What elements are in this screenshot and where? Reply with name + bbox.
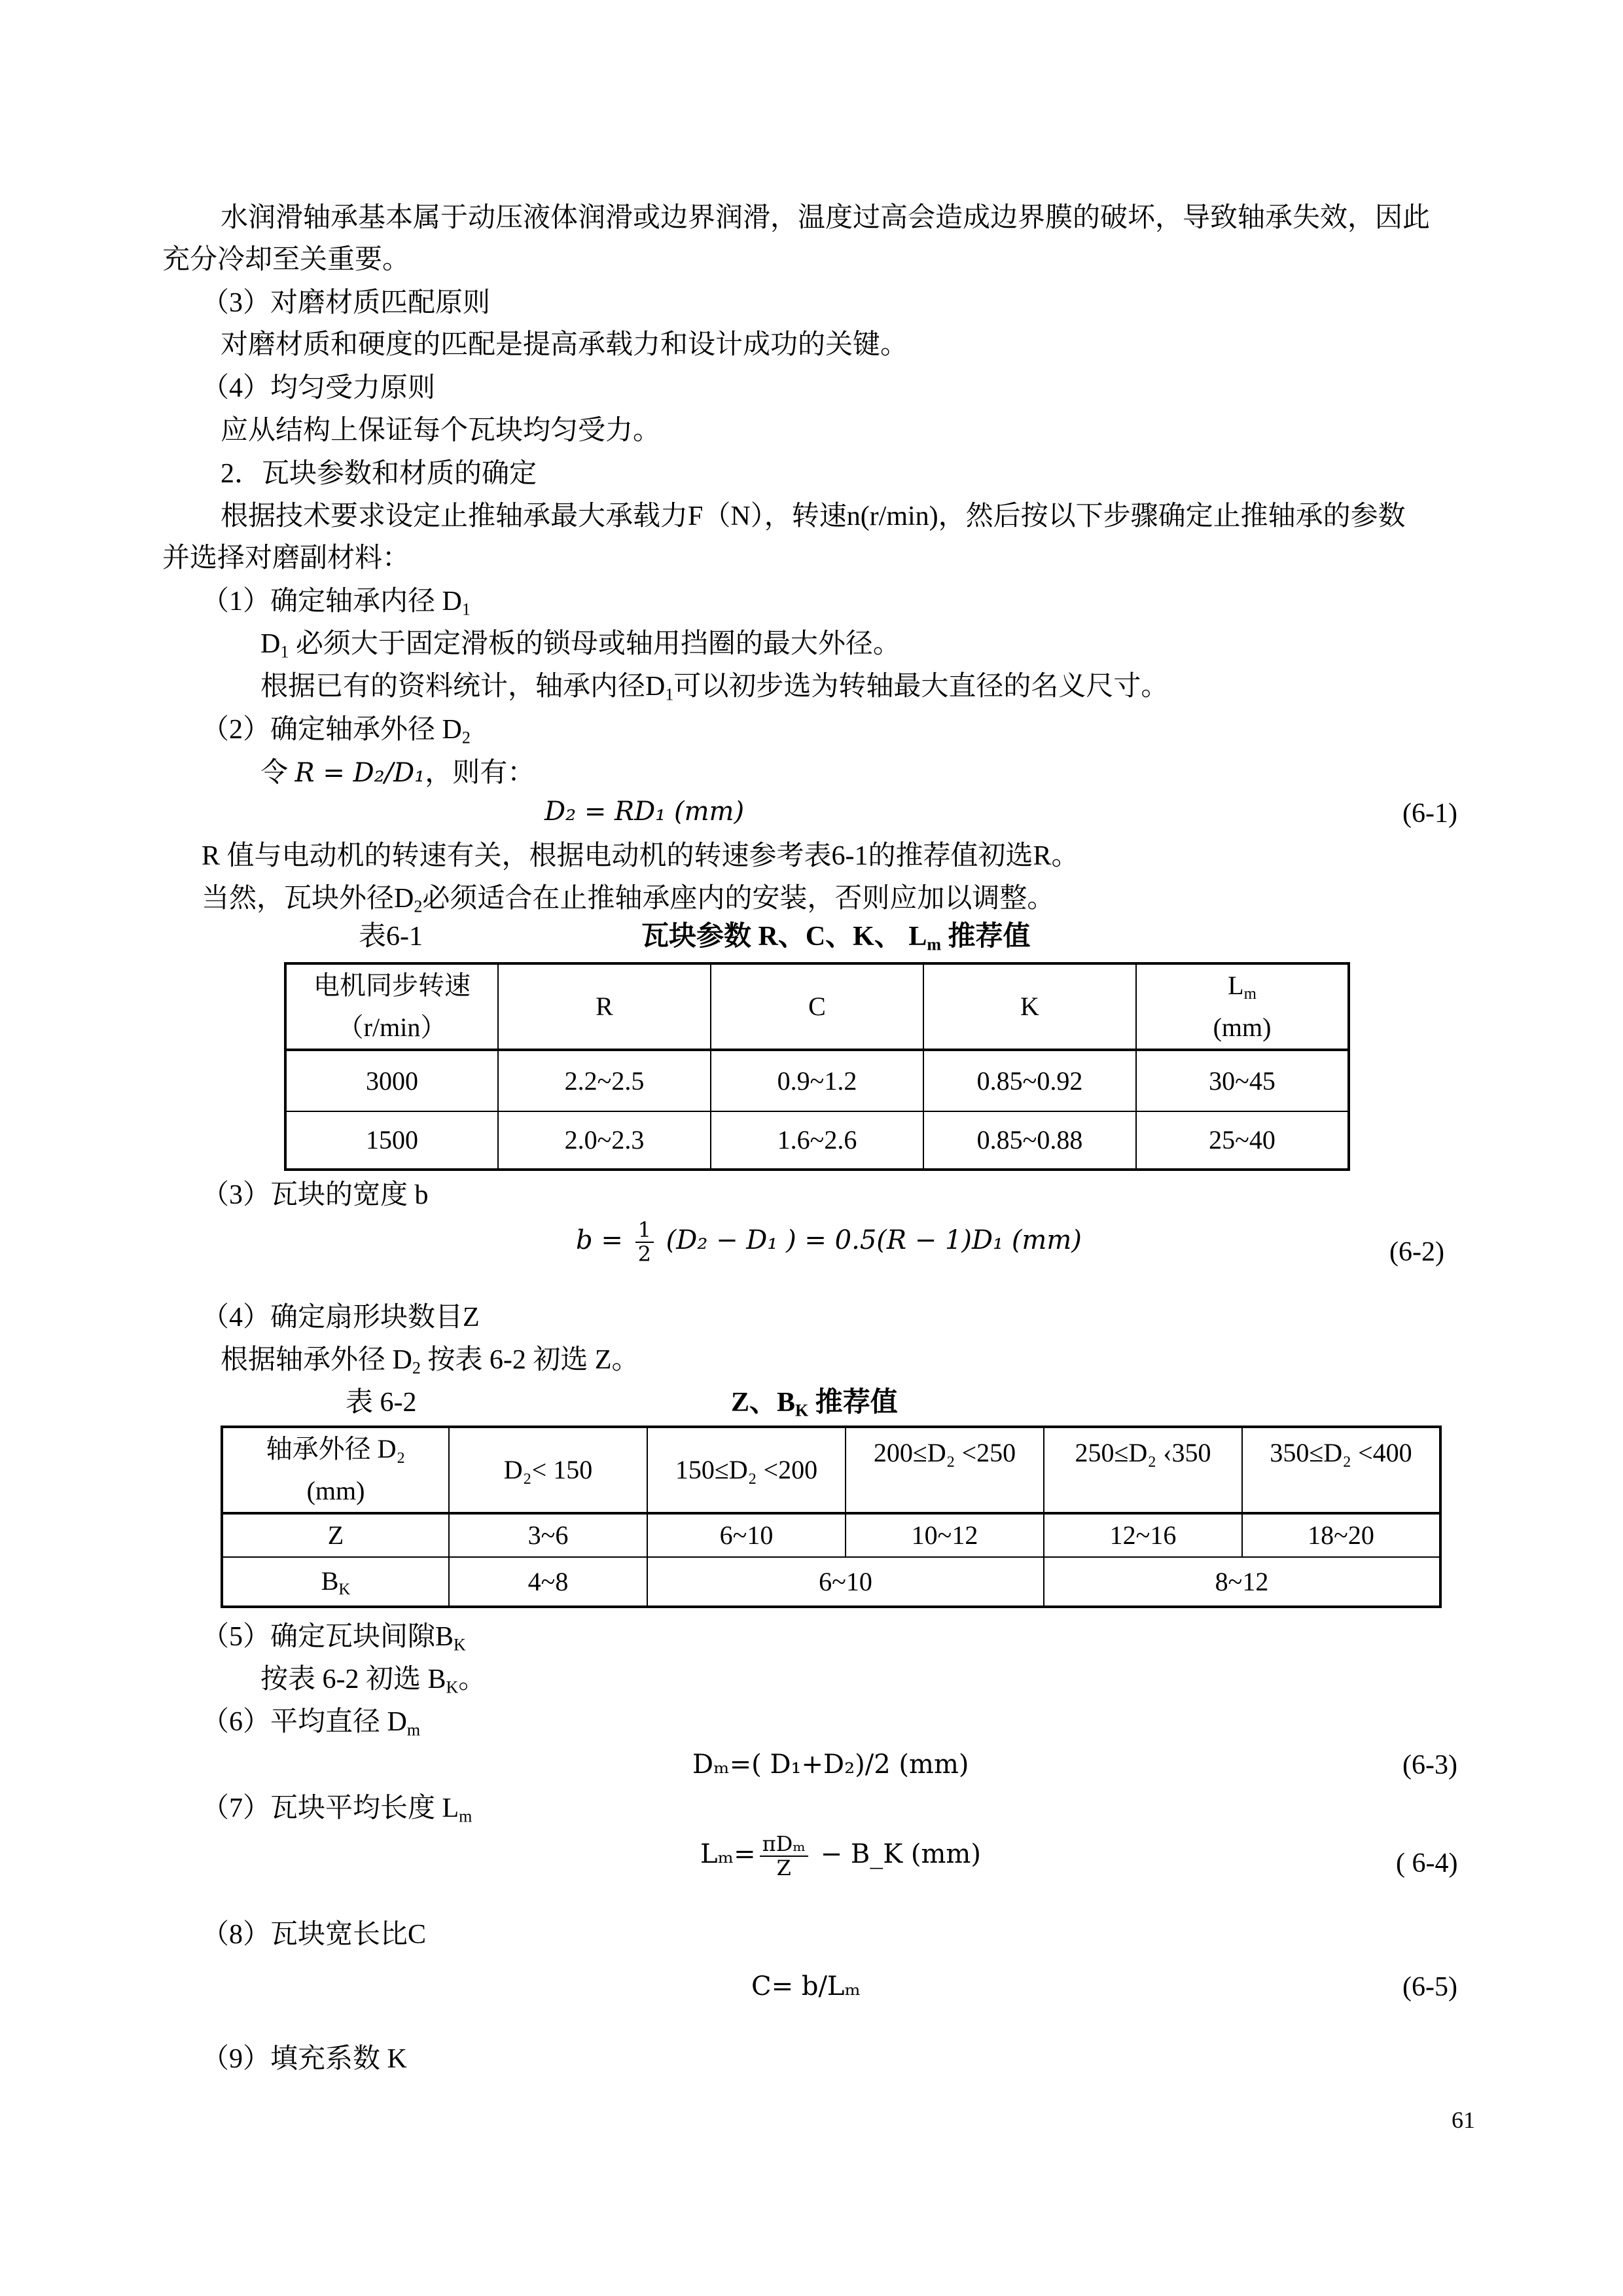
table2-label: 表 6-2 [346, 1388, 417, 1418]
section2-heading: 2．瓦块参数和材质的确定 [221, 459, 537, 489]
step6-heading-sub: m [406, 1720, 421, 1740]
step2-note2-pre: 当然，瓦块外径D [202, 884, 414, 914]
step1-line2 [260, 672, 1169, 704]
step4-body-pre: 根据轴承外径 D [221, 1345, 412, 1375]
step2-let-pre: 令 [260, 758, 289, 788]
table1-title [641, 923, 1031, 953]
table1-title-post: 推荐值 [941, 922, 1031, 952]
step1-heading-text: （1）确定轴承内径 [202, 586, 436, 617]
table2-header-label-line2: (mm) [306, 1476, 365, 1505]
step1-line2-post: 可以初步选为转轴最大直径的名义尺寸。 [673, 672, 1169, 702]
table-cell: 1.6~2.6 [711, 1111, 923, 1170]
equation-6-2-lhs: b = [576, 1225, 632, 1256]
table-cell: 1500 [285, 1111, 498, 1170]
equation-6-4 [700, 1833, 981, 1880]
equation-6-2 [576, 1219, 1082, 1266]
step1-line2-sub: 1 [665, 685, 674, 704]
equation-6-5-number: (6-5) [1402, 1972, 1457, 2002]
table1-header-speed-line1: 电机同步转速 [313, 971, 471, 1000]
equation-6-1-number: (6-1) [1402, 798, 1457, 829]
table1-header-k [923, 963, 1136, 1050]
step1-symbol-sub: 1 [461, 600, 471, 619]
table1-header-k-text: K [1020, 992, 1039, 1021]
page-number: 61 [1452, 2107, 1475, 2133]
step2-note2 [202, 884, 1055, 916]
table1-label: 表6-1 [359, 922, 423, 952]
equation-6-2-number: (6-2) [1389, 1237, 1444, 1267]
table1-header-lm-line2: (mm) [1213, 1013, 1272, 1042]
step2-let-expr: R = D₂/D₁ [294, 758, 425, 788]
step7-heading-text: （7）瓦块平均长度 L [202, 1793, 459, 1823]
paragraph-cooling-line1: 水润滑轴承基本属于动压液体润滑或边界润滑，温度过高会造成边界膜的破坏，导致轴承失效，因此 [221, 203, 1431, 233]
table2-title [731, 1389, 898, 1419]
step2-note2-post: 必须适合在止推轴承座内的安装，否则应加以调整。 [422, 884, 1055, 914]
step7-heading [202, 1793, 473, 1826]
step1-line1-sub: 1 [280, 642, 289, 662]
table-cell: 3000 [285, 1050, 498, 1111]
step5-heading-text: （5）确定瓦块间隙B [202, 1622, 454, 1652]
table-cell: 2.2~2.5 [498, 1050, 711, 1111]
equation-6-4-fraction [760, 1833, 808, 1880]
table1-header-lm-sub: m [1243, 984, 1257, 1003]
table-cell: 25~40 [1136, 1111, 1349, 1170]
step2-heading [202, 715, 471, 747]
principle4-body: 应从结构上保证每个瓦块均匀受力。 [221, 416, 661, 446]
step7-heading-sub: m [459, 1806, 473, 1826]
table-cell: 30~45 [1136, 1050, 1349, 1111]
table2-z-row [222, 1513, 1440, 1557]
table-cell: 0.85~0.92 [923, 1050, 1136, 1111]
equation-6-2-denominator: 2 [637, 1242, 651, 1267]
table2-range-cell: 150≤D₂ <200 [647, 1427, 846, 1513]
table1-header-r [498, 963, 711, 1050]
principle3-body: 对磨材质和硬度的匹配是提高承载力和设计成功的关键。 [221, 330, 908, 360]
table2-title-post: 推荐值 [808, 1388, 898, 1418]
table2-range-cell: 250≤D₂ ‹350 [1044, 1427, 1242, 1513]
step4-body-post: 按表 6-2 初选 Z。 [420, 1345, 639, 1375]
table2-bk-row [222, 1557, 1440, 1607]
step6-heading [202, 1707, 421, 1740]
table1-header-speed-line2: （r/min） [337, 1013, 447, 1042]
table2-bk-label [222, 1557, 449, 1607]
equation-6-2-numerator: 1 [635, 1219, 654, 1243]
step2-symbol-sub: 2 [461, 728, 471, 747]
table2-title-pre: Z、B [731, 1388, 796, 1418]
equation-6-2-fraction [635, 1219, 654, 1266]
step2-heading-text: （2）确定轴承外径 [202, 715, 436, 745]
table2-bk-symbol: B [321, 1566, 339, 1596]
equation-6-4-denominator: Z [776, 1856, 791, 1881]
step5-body-post: 。 [458, 1664, 486, 1695]
step1-line2-pre: 根据已有的资料统计，轴承内径D [260, 672, 666, 702]
step2-note2-sub: 2 [414, 897, 423, 916]
step5-heading [202, 1622, 466, 1655]
step4-body [221, 1345, 639, 1378]
table2-title-sub: K [795, 1401, 809, 1420]
table2-header-label [222, 1427, 449, 1513]
table-cell: 4~8 [449, 1557, 647, 1607]
table-row [285, 1111, 1349, 1170]
table1-header-r-text: R [596, 992, 613, 1021]
section2-intro-line1: 根据技术要求设定止推轴承最大承载力F（N），转速n(r/min)，然后按以下步骤确定止推轴承的参数 [221, 501, 1406, 531]
step8-heading: （8）瓦块宽长比C [202, 1920, 427, 1950]
step1-line1-symbol: D [260, 629, 281, 659]
table1-header-c-text: C [808, 992, 826, 1021]
step3-heading: （3）瓦块的宽度 b [202, 1180, 429, 1210]
table2-header-row [222, 1427, 1440, 1513]
table1-title-pre: 瓦块参数 R、C、K、 L [641, 922, 927, 952]
table2-range-cell: D₂< 150 [449, 1427, 647, 1513]
step1-line1 [260, 629, 901, 662]
step5-heading-sub: K [454, 1635, 466, 1655]
table-6-1 [284, 962, 1350, 1171]
table2-range-cell: 350≤D₂ <400 [1242, 1427, 1440, 1513]
table2-bk-sub: K [338, 1581, 351, 1599]
principle3-heading: （3）对磨材质匹配原则 [202, 288, 491, 318]
table-cell: 8~12 [1044, 1557, 1440, 1607]
step2-note1: R 值与电动机的转速有关，根据电动机的转速参考表6-1的推荐值初选R。 [202, 841, 1079, 871]
step5-body-sub: K [446, 1677, 459, 1697]
equation-6-4-lhs: Lₘ= [700, 1839, 756, 1870]
equation-6-1-text: D₂ = RD₁ (mm) [544, 797, 745, 827]
table1-header-row [285, 963, 1349, 1050]
table-cell: 2.0~2.3 [498, 1111, 711, 1170]
step4-heading: （4）确定扇形块数目Z [202, 1302, 480, 1333]
table1-header-lm [1136, 963, 1349, 1050]
table1-header-lm-symbol: L [1228, 971, 1244, 1000]
step5-body-pre: 按表 6-2 初选 B [260, 1664, 446, 1695]
equation-6-5: C= b/Lₘ [751, 1971, 861, 2001]
equation-6-1 [544, 798, 744, 825]
step1-line1-text: 必须大于固定滑板的锁母或轴用挡圈的最大外径。 [289, 629, 901, 659]
table1-title-sub: m [927, 935, 942, 954]
equation-6-4-number: ( 6-4) [1396, 1848, 1458, 1878]
table1-header-lm-line1 [1137, 965, 1347, 1007]
table-cell: 6~10 [647, 1513, 846, 1557]
table2-range-cell: 200≤D₂ <250 [846, 1427, 1044, 1513]
section2-intro-line2: 并选择对磨副材料： [162, 543, 410, 573]
equation-6-3: Dₘ=( D₁+D₂)/2 (mm) [692, 1749, 969, 1780]
table-cell: 0.9~1.2 [711, 1050, 923, 1111]
equation-6-2-rhs: (D₂ − D₁ ) = 0.5(R − 1)D₁ (mm) [657, 1225, 1082, 1256]
step2-symbol: D [442, 715, 462, 745]
equation-6-4-rhs: − B_K (mm) [812, 1839, 981, 1870]
table-cell: 3~6 [449, 1513, 647, 1557]
table-cell: 10~12 [846, 1513, 1044, 1557]
table-cell: 18~20 [1242, 1513, 1440, 1557]
table-cell: 12~16 [1044, 1513, 1242, 1557]
table-row [285, 1050, 1349, 1111]
table1-header-c [711, 963, 923, 1050]
table1-header-speed [285, 963, 498, 1050]
paragraph-cooling-line2: 充分冷却至关重要。 [162, 245, 410, 275]
table2-z-label: Z [222, 1513, 449, 1557]
equation-6-3-number: (6-3) [1402, 1750, 1457, 1780]
step5-body [260, 1664, 486, 1697]
step9-heading: （9）填充系数 K [202, 2044, 407, 2074]
step1-symbol: D [442, 586, 462, 617]
step2-let-post: ，则有： [425, 758, 535, 788]
table-6-2 [221, 1426, 1442, 1608]
step4-body-sub: 2 [412, 1358, 421, 1378]
table2-header-label-line1: 轴承外径 D₂ [266, 1434, 406, 1463]
table-cell: 0.85~0.88 [923, 1111, 1136, 1170]
table-cell: 6~10 [647, 1557, 1044, 1607]
principle4-heading: （4）均匀受力原则 [202, 373, 436, 403]
step6-heading-text: （6）平均直径 D [202, 1707, 407, 1737]
step2-let-line [260, 759, 535, 787]
step1-heading [202, 586, 471, 619]
equation-6-4-numerator: πDₘ [760, 1833, 808, 1857]
